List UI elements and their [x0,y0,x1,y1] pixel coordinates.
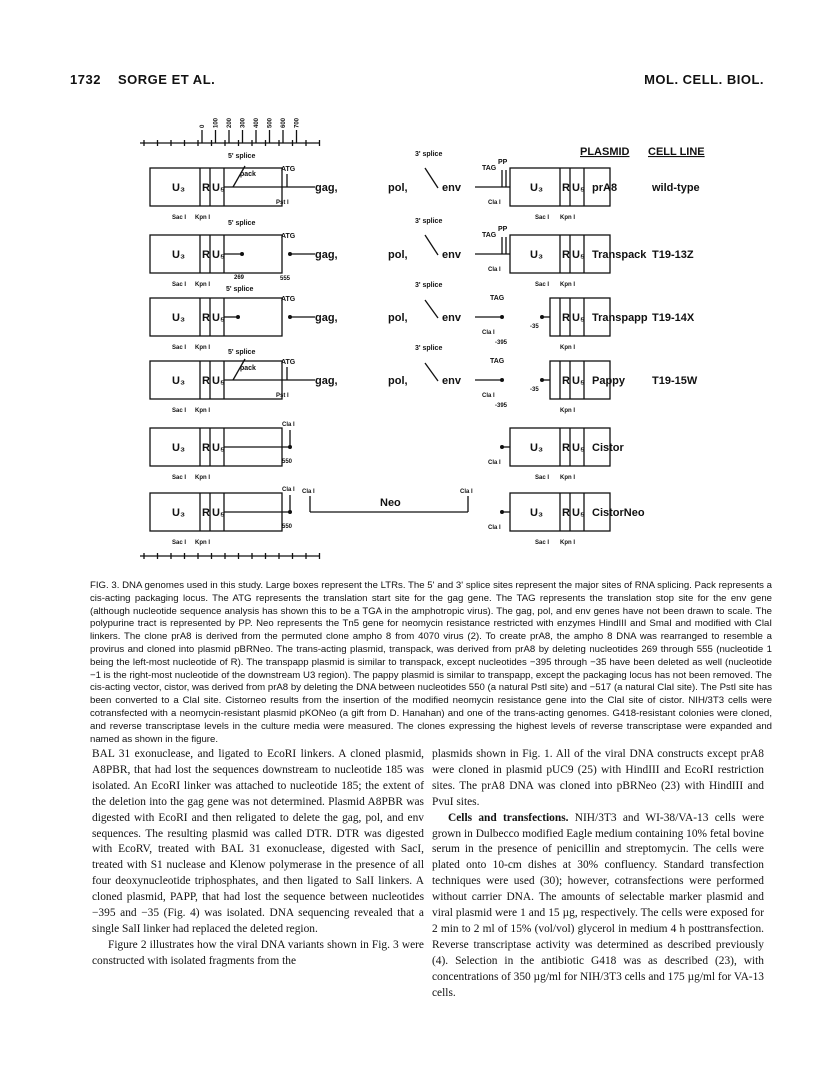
r-label: R [202,312,210,324]
plasmid-name: Cistor [592,442,624,454]
plasmid-name: prA8 [592,182,618,194]
scale-tick-label: 600 [281,117,287,128]
r-label: R [562,312,570,324]
n555-label: 555 [280,276,291,282]
plasmid-column-header: PLASMID [580,146,630,158]
sac-label: Sac I [172,408,187,414]
splice3-label: 3' splice [415,282,443,289]
construct-row-transpack [150,218,694,288]
pol-label: pol, [388,312,408,324]
pack-label: pack [240,365,256,372]
cell-line-name: T19-13Z [652,249,694,261]
construct-row-pra8 [150,151,700,221]
kpn-label: Kpn I [195,475,210,481]
splice3-label: 3' splice [415,218,443,225]
u5-label: U₅ [212,182,225,194]
n550-label: 550 [282,524,293,530]
scale-tick-label: 100 [213,117,220,128]
u3-label: U₃ [530,442,544,454]
construct-row-cistorneo [150,487,645,546]
scale-tick-label: 700 [294,117,301,128]
body-right-column [432,747,764,1002]
u3-label: U₃ [530,249,544,261]
cla-label: Cla I [482,393,495,399]
splice5-label: 5' splice [228,153,256,160]
sac-label: Sac I [172,475,187,481]
pp-label: PP [498,226,508,233]
atg-label: ATG [281,296,296,303]
u5-label: U₅ [572,375,585,387]
sac-label: Sac I [535,215,550,221]
r-label: R [202,375,210,387]
kpn-label: Kpn I [195,282,210,288]
kpn-label: Kpn I [560,282,575,288]
cla-label: Cla I [482,330,495,336]
u5-label: U₅ [212,249,225,261]
u3-label: U₃ [172,182,186,194]
sac-label: Sac I [172,215,187,221]
nucleotide-scale [140,117,320,146]
kpn-label: Kpn I [195,215,210,221]
construct-row-transpapp [150,282,695,351]
r-label: R [562,375,570,387]
u5-label: U₅ [212,507,225,519]
tag-label: TAG [490,358,505,365]
cla-label: Cla I [302,489,315,495]
cell-line-name: T19-15W [652,375,698,387]
sac-label: Sac I [172,540,187,546]
env-label: env [442,312,461,324]
kpn-label: Kpn I [560,345,575,351]
scale-tick-label: 0 [200,124,206,128]
gag-label: gag, [315,375,338,387]
kpn-label: Kpn I [195,345,210,351]
u5-label: U₅ [212,442,225,454]
kpn-label: Kpn I [560,215,575,221]
construct-row-pappy [150,345,698,414]
n35-label: -35 [530,387,539,393]
journal-name: MOL. CELL. BIOL. [644,72,764,87]
u3-label: U₃ [530,507,544,519]
cla-label: Cla I [282,422,295,428]
pst-label: Pst I [276,393,289,399]
pst-label: Pst I [276,200,289,206]
r-label: R [202,442,210,454]
cla-label: Cla I [488,525,501,531]
body-text: NIH/3T3 and WI-38/VA-13 cells were grown in Dulbecco modified Eagle medium containing 10% fetal bovine serum in the presence of penicillin and streptomycin. The cells were plated onto 10-cm dishes at 30% confluency. Standard transfection techniques were used (30); however, cotransfections were performed without carrier DNA. The amounts of selectable marker plasmid and viral plasmid were 1 and 15 µg, respectively. The cells were exposed for 2 min to 2 ml of 15% (vol/vol) glycerol in medium 4 h posttransfection. Reverse transcriptase activity was determined as described previously (4). Selection in the antibiotic G418 was as described (23), with concentrations of 350 µg/ml for NIH/3T3 cells and 175 µg/ml for VA-13 cells. [432,811,765,999]
splice5-label: 5' splice [228,220,256,227]
cell-line-column-header: CELL LINE [648,146,705,158]
pack-label: pack [240,171,256,178]
u3-label: U₃ [530,182,544,194]
body-paragraph: BAL 31 exonuclease, and ligated to EcoRI linkers. A cloned plasmid, A8PBR, that had lost the sequences downstream to nucleotide 185 was isolated. An EcoRI linker was attached to nucleotide 185; the extent of the deletion into the gag gene was not determined. Plasmid A8PBR was digested with EcoRI and then religated to delete the gag, pol, and env sequences. The resulting plasmid was called DTR. DTR was digested with EcoRV, treated with BAL 31 exonuclease, digested with SacI, treated with S1 nuclease and Klenow polymerase in the presence of all four deoxynucleotide triphosphates, and then ligated to SalI linkers. A cloned plasmid, PAPP, that had lost the sequence between nucleotides −395 and −35 (Fig. 4) was isolated. DNA sequencing revealed that a single SalI linker had replaced the deleted region. [92,748,424,935]
r-label: R [202,507,210,519]
env-label: env [442,182,461,194]
r-label: R [562,182,570,194]
neo-label: Neo [380,497,401,509]
r-label: R [562,442,570,454]
sac-label: Sac I [535,475,550,481]
body-paragraph: plasmids shown in Fig. 1. All of the viral DNA constructs except prA8 were cloned in plasmid pUC9 (25) with HindIII and EcoRI restriction sites. The prA8 DNA was cloned into pBRNeo (23) with HindIII and PvuI sites. [432,748,764,808]
u5-label: U₅ [572,249,585,261]
u3-label: U₃ [172,507,186,519]
u3-label: U₃ [172,442,186,454]
sac-label: Sac I [172,345,187,351]
figure-caption: FIG. 3. DNA genomes used in this study. Large boxes represent the LTRs. The 5' and 3' splice sites represent the major sites of RNA splicing. Pack represents a cis-acting packaging locus. The ATG represents the translation start site for the gag gene. The TAG represents the translation stop site for the env gene (although nucleotide sequence analysis has shown this to be a TGA in the amphotropic virus). The gag, pol, and env genes have not been drawn to scale. The polypurine tract is represented by PP. Neo represents the Tn5 gene for neomycin resistance restricted with enzymes HindIII and SmaI and modified with ClaI linkers. The clone prA8 is derived from the permuted clone ampho 8 from 4070 virus (2). To create prA8, the ampho 8 DNA was rearranged to resemble a provirus and cloned into plasmid pBRNeo. The trans-acting plasmid, transpack, was derived from prA8 by deleting nucleotides 269 through 555 (nucleotide 1 being the left-most nucleotide of R). The transpapp plasmid is similar to transpack, except nucleotides −395 through −35 have been deleted as well (nucleotide −1 is the right-most nucleotide of the downstream U3 region). The pappy plasmid is similar to transpapp, except the packaging locus has not been removed. The cis-acting vector, cistor, was derived from prA8 by deleting the DNA between nucleotides 550 (a natural PstI site) and −517 (a natural ClaI site). The PstI site has been converted to a ClaI site. Cistorneo results from the insertion of the modified neomycin resistance gene into the ClaI site of cistor. NIH/3T3 cells were cotransfected with a neomycin-resistant plasmid pKONeo (a gift from D. Hanahan) and one of the trans-acting genomes. G418-resistant colonies were cloned, and reverse transcriptase levels in the culture media were measured. The clones expressing the highest levels of reverse transcriptase were expanded and named as shown in the figure. [90,580,772,745]
r-label: R [562,507,570,519]
tag-label: TAG [490,295,505,302]
gag-label: gag, [315,249,338,261]
tag-label: TAG [482,232,497,239]
u5-label: U₅ [572,442,585,454]
kpn-label: Kpn I [560,408,575,414]
sac-label: Sac I [535,540,550,546]
pp-label: PP [498,159,508,166]
gag-label: gag, [315,182,338,194]
scale-tick-label: 300 [240,117,247,128]
section-heading: Cells and transfections. [448,811,569,824]
cla-label: Cla I [488,460,501,466]
kpn-label: Kpn I [195,540,210,546]
n35-label: -35 [530,324,539,330]
plasmid-name: Transpapp [592,312,648,324]
plasmid-name: Transpack [592,249,647,261]
kpn-label: Kpn I [195,408,210,414]
u3-label: U₃ [172,312,186,324]
splice5-label: 5' splice [226,286,254,293]
atg-label: ATG [281,166,296,173]
env-label: env [442,375,461,387]
cell-line-name: T19-14X [652,312,695,324]
atg-label: ATG [281,233,296,240]
cell-line-name: wild-type [652,182,700,194]
kpn-label: Kpn I [560,540,575,546]
splice5-label: 5' splice [228,349,256,356]
plasmid-name: CistorNeo [592,507,645,519]
plasmid-name: Pappy [592,375,626,387]
u5-label: U₅ [212,312,225,324]
pol-label: pol, [388,182,408,194]
r-label: R [562,249,570,261]
scale-tick-label: 200 [227,117,233,128]
r-label: R [202,182,210,194]
cla-label: Cla I [488,200,501,206]
u5-label: U₅ [212,375,225,387]
page-number: 1732 [70,72,101,87]
n550-label: 550 [282,459,293,465]
scale-tick-label: 500 [267,117,274,128]
body-paragraph [432,811,764,1002]
scale-tick-label: 400 [254,117,260,128]
atg-label: ATG [281,359,296,366]
tag-label: TAG [482,165,497,172]
pol-label: pol, [388,375,408,387]
figure-3-diagram [130,108,710,570]
u3-label: U₃ [172,249,186,261]
cla-label: Cla I [460,489,473,495]
kpn-label: Kpn I [560,475,575,481]
u3-label: U₃ [172,375,186,387]
splice3-label: 3' splice [415,345,443,352]
env-label: env [442,249,461,261]
n269-label: 269 [234,275,245,281]
cla-label: Cla I [282,487,295,493]
splice3-label: 3' splice [415,151,443,158]
running-authors: SORGE ET AL. [118,72,216,87]
sac-label: Sac I [535,282,550,288]
u5-label: U₅ [572,507,585,519]
r-label: R [202,249,210,261]
u5-label: U₅ [572,312,585,324]
pol-label: pol, [388,249,408,261]
bottom-scale [140,553,320,559]
body-left-column [92,747,424,970]
u5-label: U₅ [572,182,585,194]
construct-row-cistor [150,422,625,481]
sac-label: Sac I [172,282,187,288]
gag-label: gag, [315,312,338,324]
n395-label: -395 [495,340,508,346]
n395-label: -395 [495,403,508,409]
body-paragraph: Figure 2 illustrates how the viral DNA variants shown in Fig. 3 were constructed with isolated fragments from the [92,938,424,967]
cla-label: Cla I [488,267,501,273]
